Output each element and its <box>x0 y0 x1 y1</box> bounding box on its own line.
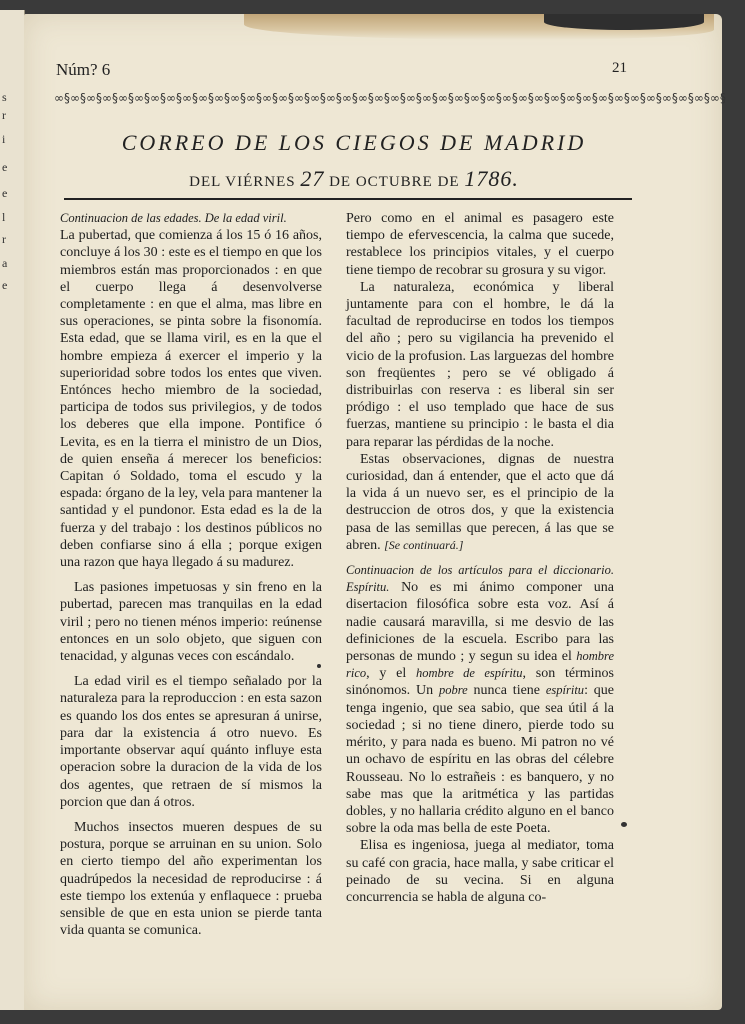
paragraph: Elisa es ingeniosa, juega al mediator, toma su café con gracia, hace malla, y sabe criticar el peinado de su vecina. Si en alguna concurrencia se habla de alguna co- <box>346 838 614 905</box>
section-caption: Continuacion de las edades. De la edad viril. <box>60 211 287 225</box>
ink-spot <box>317 664 321 668</box>
masthead-title: CORREO DE LOS CIEGOS DE MADRID <box>121 130 587 155</box>
edge-letter: i <box>2 132 6 146</box>
dateline-year: 1786. <box>464 166 519 191</box>
page-number: 21 <box>612 60 627 76</box>
dateline-day: 27 <box>300 166 325 191</box>
issue-number: Núm? 6 <box>56 60 111 79</box>
header-rule <box>64 198 632 200</box>
edge-letter: l <box>2 210 6 224</box>
dateline-middle: DE OCTUBRE DE <box>329 174 460 190</box>
paragraph-text: No es mi ánimo componer una disertacion filosófica sobre esta voz. Así á nadie causará maravilla, si me desvio de las definiciones de la escuela. Escribo para las personas de mundo ; y segun su idea el <box>346 580 614 665</box>
edge-letter: r <box>2 108 6 122</box>
continued-note: [Se continuará.] <box>384 537 464 552</box>
italic-term: hombre de espíritu <box>416 666 523 681</box>
edge-letter: e <box>2 186 8 200</box>
adjacent-page-edge <box>0 10 25 1010</box>
dateline <box>24 166 684 192</box>
newspaper-page <box>24 14 726 1010</box>
right-column <box>346 210 614 906</box>
paragraph: Continuacion de los artículos para el diccionario. Espíritu. No es mi ánimo componer una disertacion filosófica sobre esta voz. Así á nadie causará maravilla, si me desvio de las definiciones de la escuela. Escribo para las personas de mundo ; y segun su idea el hombre rico, y el hombre de espíritu, son términos sinónomos. Un pobre nunca tiene espíritu: que tenga ingenio, que sea sabio, que sea útil á la sociedad ; si no tiene dinero, pierde todo su mérito, y para nada es bueno. Mi patron no vé un ochavo de espíritu en las obras del célebre Rousseau. No lo estrañeis : es banquero, y no sabe mas que la aritmética y las partidas dobles, y no hallaria crédito alguno en el banco sobre la oda mas bella de este Poeta. <box>346 563 615 837</box>
paragraph-text: Estas observaciones, dignas de nuestra curiosidad, dan á entender, que el acto que dá la vida á un nuevo ser, es el principio de la destruccion de otros dos, y que la existencia pasa de las semillas que perecen, á las que se abren. <box>346 451 614 553</box>
section-caption: Continuacion de los artículos para el diccionario. Espíritu. <box>346 563 614 595</box>
italic-term: espíritu <box>545 683 585 698</box>
ink-spot <box>621 822 627 827</box>
edge-letter: e <box>2 278 8 292</box>
dateline-prefix: DEL VIÉRNES <box>189 174 296 190</box>
italic-term: pobre <box>438 683 468 698</box>
paragraph: La naturaleza, económica y liberal juntamente para con el hombre, le dá la facultad de reproducirse en todos los tiempos del año ; pero su vigilancia ha prevenido el vicio de la profusion. Las larguezas del hombre son freqüentes ; pero se vé obligado á distribuirlas con reserva : es liberal sin ser pródigo : el uso templado que hace de sus fuerzas, mantiene su principio : le basta el dia para reparar las pérdidas de la noche. <box>346 279 614 450</box>
paragraph: Pero como en el animal es pasagero este tiempo de efervescencia, la calma que sucede, restablece los principios vitales, y el cuerpo tiene tiempo de recobrar su grosura y su vigor. <box>346 211 614 278</box>
paragraph: Muchos insectos mueren despues de su postura, porque se arruinan en su union. Solo en cierto tiempo del año experimentan los quadrúpedos la necesidad de reproducirse : á este tiempo los extenúa y enflaquece : prueba sensible de que en esta union se pierde tanta vida quanta se comunica. <box>60 819 322 939</box>
paragraph: La edad viril es el tiempo señalado por la naturaleza para la reproduccion : en esta sazon es quando los dos entes se apresuran á unirse, para dar la existencia á otro nuevo. Es importante observar aquí quánto influye esta operacion sobre la duracion de la vida de los dos agentes, que retraen de sí mismos la porcion que dan á otros. <box>60 674 322 810</box>
paragraph: Las pasiones impetuosas y sin freno en la pubertad, parecen mas tranquilas en la edad viril ; pero no tienen ménos imperio: reúnense entonces en un solo objeto, que siguen con tenacidad, y algunas veces con escándalo. <box>60 580 322 665</box>
paragraph <box>346 451 614 554</box>
italic-term: hombre rico <box>346 649 615 681</box>
edge-letter: s <box>2 90 7 104</box>
edge-letter: r <box>2 232 6 246</box>
torn-edge <box>544 14 704 30</box>
edge-letter: a <box>2 256 8 270</box>
left-column <box>60 210 322 939</box>
decorative-border-ornament: ∞§∞§∞§∞§∞§∞§∞§∞§∞§∞§∞§∞§∞§∞§∞§∞§∞§∞§∞§∞§∞§∞§∞§∞§∞§∞§∞§∞§∞§∞§∞§∞§∞§∞§∞§∞§∞§∞§∞§∞§∞§∞§ <box>54 91 726 105</box>
paragraph: La pubertad, que comienza á los 15 ó 16 años, concluye á los 30 : este es el tiempo en que los miembros están mas proporcionados : en que el cuerpo llega á desenvolverse completamente : en que el alma, mas libre en sus operaciones, se pinta sobre la fisonomía. Esta edad, que se llama viril, es en la que el hombre empieza á exercer el imperio y la superioridad sobre todos los entes que viven. Entónces hecho miembro de la sociedad, participa de todos sus privilegios, y de todos los deberes que ella impone. Pontifice ó Levita, es en la tierra el ministro de un Dios, de quien enseña á merecer los beneficios: Capitan ó Soldado, toma el escudo y la espada: órgano de la ley, vela para mantener la santidad y el pundonor. Esta edad es la de la fuerza y del trabajo : los destinos públicos no deben confiarse sino á ella ; porque exigen una razon que haya llegado á su madurez. <box>60 228 322 571</box>
edge-letter: e <box>2 160 8 174</box>
